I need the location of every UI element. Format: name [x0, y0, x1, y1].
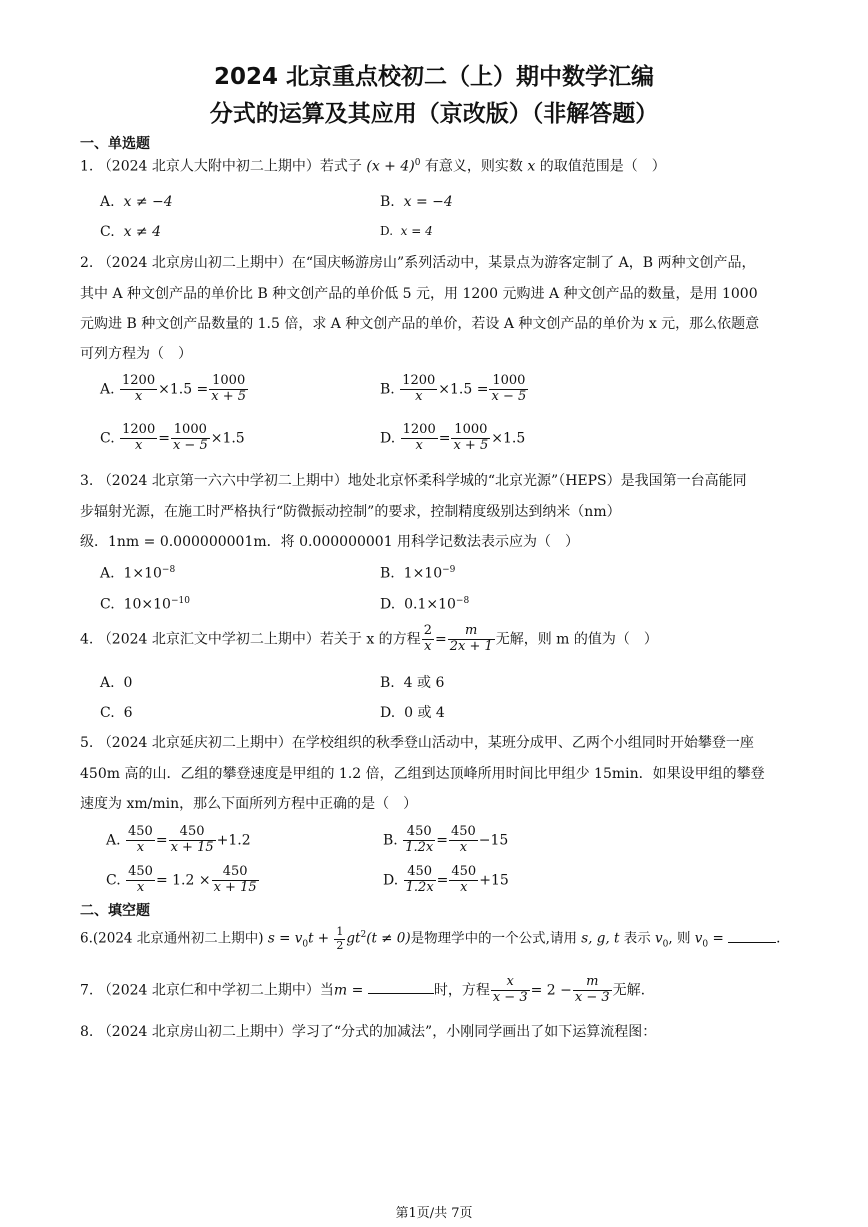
operator: = — [436, 872, 449, 889]
section-heading-single-choice: 一、单选题 — [80, 136, 150, 152]
numerator: 1000 — [171, 423, 210, 439]
subscript: 0 — [662, 939, 669, 950]
denominator: x — [415, 437, 423, 453]
numerator: 2 — [423, 623, 432, 638]
option-text: 1×10 — [403, 565, 443, 582]
option-text: 4 或 6 — [403, 675, 445, 691]
fraction — [401, 423, 438, 454]
denominator: x − 3 — [492, 989, 528, 1005]
option-text: 6 — [123, 705, 133, 721]
question-text: , 则 — [668, 930, 691, 947]
option-label: C. — [100, 430, 115, 447]
denominator: 1.2x — [405, 839, 434, 855]
option-label: C. — [100, 596, 115, 613]
option-a[interactable] — [100, 675, 132, 692]
option-label: C. — [100, 224, 115, 240]
page-footer: 第1页/共 7页 — [395, 1206, 473, 1221]
option-label: B. — [380, 381, 395, 398]
math-expr: (x + 4) — [366, 158, 415, 175]
question-text: 无解，则 m 的值为（ ） — [495, 631, 658, 648]
question-5-line2: 450m 高的山．乙组的攀登速度是甲组的 1.2 倍，乙组到达顶峰所用时间比甲组少 15min．如果设甲组的攀登 — [80, 766, 765, 782]
option-text: 10×10 — [123, 596, 171, 613]
option-c[interactable] — [100, 596, 190, 613]
numerator: 450 — [451, 864, 477, 879]
exponent: −8 — [161, 565, 176, 575]
fraction — [169, 825, 216, 856]
numerator: x — [506, 974, 514, 989]
denominator: 2 — [336, 938, 344, 952]
fraction — [126, 825, 155, 856]
option-label: D. — [383, 872, 399, 889]
question-text: （2024 北京房山初二上期中）学习了“分式的加减法”，小刚同学画出了如下运算流程图： — [97, 1024, 657, 1040]
exponent: 0 — [414, 158, 421, 168]
question-text: 表示 — [623, 930, 651, 947]
question-number: 6. — [80, 930, 93, 947]
question-text: 的取值范围是（ ） — [539, 158, 666, 175]
option-label: A. — [100, 675, 115, 691]
option-b[interactable] — [380, 194, 453, 211]
option-label: A. — [100, 565, 115, 582]
numerator: 450 — [403, 825, 435, 841]
option-label: B. — [380, 565, 395, 582]
tail: −15 — [478, 832, 509, 849]
option-text: x ≠ 4 — [123, 224, 162, 240]
option-d[interactable] — [380, 596, 469, 613]
tail: +15 — [479, 872, 509, 889]
operator: = — [712, 930, 724, 947]
operator: = — [434, 631, 447, 648]
formula-part: gt — [346, 930, 361, 947]
option-a[interactable] — [100, 194, 173, 211]
fraction — [126, 865, 155, 896]
page-title-line1: 2024 北京重点校初二（上）期中数学汇编 — [213, 64, 655, 90]
option-label: C. — [100, 705, 115, 721]
numerator: m — [465, 623, 478, 638]
question-source: (2024 北京通州初二上期中) — [92, 930, 264, 947]
denominator: x — [460, 879, 468, 895]
fraction — [120, 423, 157, 454]
operator: = — [158, 430, 170, 447]
operator: = — [436, 832, 448, 849]
option-d[interactable] — [380, 224, 433, 238]
option-label: D. — [380, 596, 396, 613]
exponent: −9 — [442, 565, 456, 575]
denominator: x + 15 — [213, 879, 257, 895]
option-c[interactable] — [106, 865, 260, 896]
question-text: 无解. — [612, 982, 646, 999]
exponent: −10 — [170, 596, 190, 606]
option-d[interactable] — [380, 423, 525, 454]
fraction — [171, 423, 210, 454]
operator: ×1.5 = — [158, 381, 209, 398]
option-a[interactable] — [106, 825, 251, 856]
option-c[interactable] — [100, 705, 133, 722]
fraction — [491, 975, 530, 1006]
option-text: 1×10 — [123, 565, 162, 582]
numerator: 1200 — [122, 373, 156, 388]
question-number: 1. — [80, 158, 94, 175]
question-text: （2024 北京房山初二上期中）在“国庆畅游房山”系列活动中，某景点为游客定制了 A，B 两种文创产品， — [97, 255, 756, 271]
tail: ×1.5 — [491, 430, 526, 447]
numerator: 450 — [212, 865, 259, 881]
question-7 — [80, 975, 645, 1006]
page-title-line2: 分式的运算及其应用（京改版）（非解答题） — [209, 101, 659, 127]
question-text: 若式子 — [319, 158, 362, 175]
option-d[interactable] — [380, 705, 445, 722]
question-number: 7. — [80, 982, 94, 999]
denominator: x + 5 — [453, 437, 489, 453]
option-b[interactable] — [380, 374, 529, 405]
denominator: x — [459, 839, 468, 855]
numerator: 1200 — [402, 373, 436, 388]
denominator: x — [136, 839, 145, 855]
fraction — [209, 374, 248, 405]
question-6 — [80, 926, 780, 952]
question-text: （2024 北京第一六六中学初二上期中）地处北京怀柔科学城的“北京光源”（HEPS）是我国第一台高能同 — [97, 473, 747, 489]
option-text: x = 4 — [400, 224, 433, 238]
denominator: x − 5 — [491, 388, 527, 404]
option-label: D. — [380, 224, 394, 238]
math-var: x — [527, 158, 536, 175]
denominator: 1.2x — [405, 879, 434, 895]
numerator: 1000 — [451, 423, 490, 439]
question-8 — [80, 1024, 656, 1041]
option-label: A. — [106, 832, 121, 849]
fraction — [489, 374, 528, 405]
question-number: 4. — [80, 631, 94, 648]
fraction — [404, 865, 436, 896]
option-d[interactable] — [383, 865, 509, 896]
option-a[interactable] — [100, 565, 175, 582]
answer-blank[interactable] — [728, 942, 776, 943]
question-2 — [80, 255, 756, 272]
option-b[interactable] — [380, 675, 444, 692]
question-4 — [80, 624, 658, 655]
formula-part: (t ≠ 0) — [366, 930, 411, 947]
question-1 — [80, 158, 666, 175]
numerator: 1000 — [489, 374, 528, 390]
option-label: B. — [380, 194, 395, 210]
operator: = 2 − — [530, 982, 572, 999]
numerator: 1200 — [122, 422, 156, 437]
question-number: 3. — [80, 473, 94, 489]
option-label: A. — [100, 194, 115, 210]
option-label: A. — [100, 381, 115, 398]
punctuation: . — [776, 930, 781, 947]
question-3 — [80, 473, 747, 490]
question-2-line4: 可列方程为（ ） — [80, 346, 192, 362]
question-2-line3: 元购进 B 种文创产品数量的 1.5 倍，求 A 种文创产品的单价，若设 A 种文创产品的单价为 x 元，那么依题意 — [80, 316, 760, 332]
denominator: x — [415, 388, 423, 404]
answer-blank[interactable] — [368, 993, 434, 994]
numerator: 1 — [336, 925, 344, 938]
question-5-line3: 速度为 xm/min，那么下面所列方程中正确的是（ ） — [80, 796, 418, 812]
question-3-line2: 步辐射光源，在施工时严格执行“防微振动控制”的要求，控制精度级别达到纳米（nm） — [80, 504, 621, 520]
question-number: 8. — [80, 1024, 94, 1040]
question-text: 有意义，则实数 — [424, 158, 523, 175]
question-2-line2: 其中 A 种文创产品的单价比 B 种文创产品的单价低 5 元，用 1200 元购进 A 种文创产品的数量，是用 1000 — [80, 286, 758, 302]
numerator: 1000 — [209, 374, 248, 390]
math-var: v — [655, 930, 663, 947]
fraction — [400, 374, 437, 405]
option-text: x = −4 — [403, 194, 453, 210]
subscript: 0 — [702, 939, 709, 950]
operator: ×1.5 = — [438, 381, 489, 398]
denominator: x − 5 — [172, 437, 208, 453]
numerator: 450 — [128, 864, 153, 879]
denominator: x − 3 — [574, 989, 610, 1005]
fraction — [422, 624, 434, 655]
fraction — [573, 975, 612, 1006]
numerator: 1200 — [402, 422, 436, 437]
question-text: （2024 北京汇文中学初二上期中）若关于 x 的方程 — [97, 631, 421, 648]
option-label: B. — [383, 832, 398, 849]
operator: = — [155, 832, 168, 849]
denominator: 2x + 1 — [449, 638, 493, 654]
numerator: m — [586, 974, 599, 989]
fraction — [120, 374, 157, 405]
denominator: x — [134, 388, 143, 404]
numerator: 450 — [450, 824, 476, 839]
question-number: 5. — [80, 735, 94, 751]
question-text: （2024 北京仁和中学初二上期中）当 — [97, 982, 334, 999]
section-heading-fill-in: 二、填空题 — [80, 903, 150, 919]
numerator: 450 — [169, 825, 216, 841]
math-var: v — [694, 930, 703, 947]
option-a[interactable] — [100, 374, 249, 405]
denominator: x + 15 — [170, 839, 214, 855]
operator: = 1.2 × — [155, 872, 211, 889]
formula-part: s = v — [267, 930, 303, 947]
denominator: x — [136, 879, 145, 895]
option-label: C. — [106, 872, 121, 889]
fraction — [448, 624, 495, 655]
option-c[interactable] — [100, 224, 161, 241]
option-text: x ≠ −4 — [123, 194, 173, 210]
exponent: −8 — [455, 596, 470, 606]
tail: ×1.5 — [210, 430, 245, 447]
option-label: D. — [380, 430, 396, 447]
fraction — [451, 423, 490, 454]
fraction — [334, 926, 345, 952]
operator: = — [438, 430, 451, 447]
option-label: B. — [380, 675, 395, 691]
subscript: 0 — [302, 939, 309, 950]
denominator: x — [135, 437, 143, 453]
question-text: 是物理学中的一个公式,请用 — [410, 930, 577, 947]
option-text: 0 或 4 — [404, 705, 445, 721]
question-source: （2024 北京人大附中初二上期中） — [97, 158, 320, 175]
option-text: 0 — [123, 675, 133, 691]
math-var: m = — [333, 982, 364, 999]
numerator: 450 — [404, 865, 436, 881]
question-text: 时，方程 — [433, 982, 490, 999]
question-3-line3: 级．1nm = 0.000000001m．将 0.000000001 用科学记数法表示应为（ ） — [80, 534, 580, 550]
option-text: 0.1×10 — [404, 596, 456, 613]
tail: +1.2 — [216, 832, 251, 849]
denominator: x + 5 — [211, 388, 247, 404]
fraction — [212, 865, 259, 896]
option-b[interactable] — [380, 565, 455, 582]
fraction — [449, 865, 478, 896]
option-b[interactable] — [383, 825, 508, 856]
exponent: 2 — [360, 930, 367, 941]
option-c[interactable] — [100, 423, 245, 454]
option-label: D. — [380, 705, 396, 721]
denominator: x — [424, 638, 432, 654]
numerator: 450 — [128, 824, 153, 839]
formula-part: t + — [308, 930, 330, 947]
question-5 — [80, 735, 754, 752]
fraction — [403, 825, 435, 856]
question-text: （2024 北京延庆初二上期中）在学校组织的秋季登山活动中，某班分成甲、乙两个小组同时开始攀登一座 — [97, 735, 754, 751]
question-number: 2. — [80, 255, 94, 271]
math-vars: s, g, t — [581, 930, 620, 947]
fraction — [449, 825, 478, 856]
